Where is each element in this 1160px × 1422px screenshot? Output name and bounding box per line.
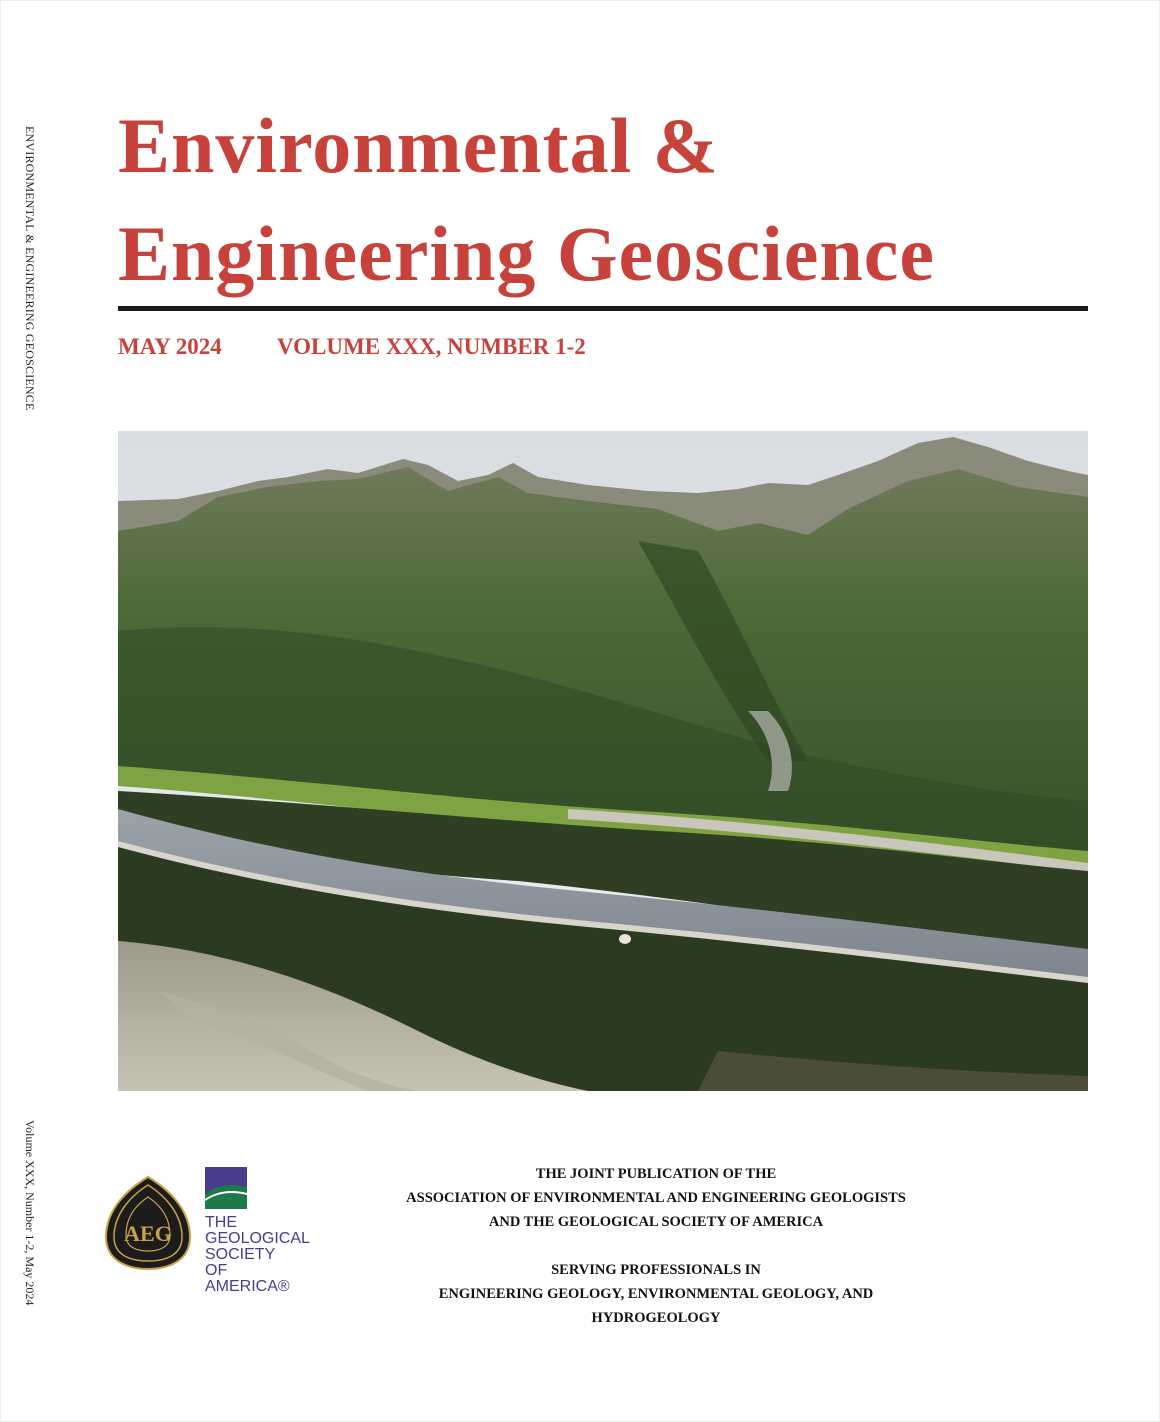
pub-line-3: AND THE GEOLOGICAL SOCIETY OF AMERICA — [488, 1214, 824, 1230]
serving-statement — [390, 1258, 922, 1330]
gsa-logo — [205, 1167, 315, 1295]
title-rule — [118, 306, 1088, 311]
aeg-logo-icon — [104, 1175, 192, 1271]
spine-issue: Volume XXX, Number 1-2, May 2024 — [23, 1120, 37, 1306]
gsa-mark-icon — [205, 1167, 249, 1211]
pub-line-2: ASSOCIATION OF ENVIRONMENTAL AND ENGINEERING GEOLOGISTS — [406, 1190, 906, 1206]
gsa-line-4: OF AMERICA® — [205, 1262, 290, 1295]
gsa-line-3: SOCIETY — [205, 1246, 276, 1263]
journal-title — [118, 92, 1098, 308]
cover-photo — [118, 431, 1088, 1091]
aeg-monogram: AEG — [124, 1221, 172, 1246]
pub-line-5: ENGINEERING GEOLOGY, ENVIRONMENTAL GEOLOGY, AND HYDROGEOLOGY — [438, 1286, 874, 1326]
issue-date: MAY 2024 — [118, 334, 222, 359]
pub-line-1: THE JOINT PUBLICATION OF THE — [535, 1166, 777, 1182]
journal-title-line-2: Engineering Geoscience — [118, 210, 936, 297]
journal-title-line-1: Environmental & — [118, 102, 719, 189]
gsa-line-1: THE — [205, 1214, 237, 1231]
spine-title: ENVIRONMENTAL & ENGINEERING GEOSCIENCE — [23, 126, 37, 411]
gsa-line-2: GEOLOGICAL — [205, 1230, 310, 1247]
pub-line-4: SERVING PROFESSIONALS IN — [551, 1262, 761, 1278]
gsa-wordmark — [205, 1215, 315, 1295]
publication-statement — [390, 1162, 922, 1234]
issue-volume: VOLUME XXX, NUMBER 1-2 — [277, 334, 586, 359]
